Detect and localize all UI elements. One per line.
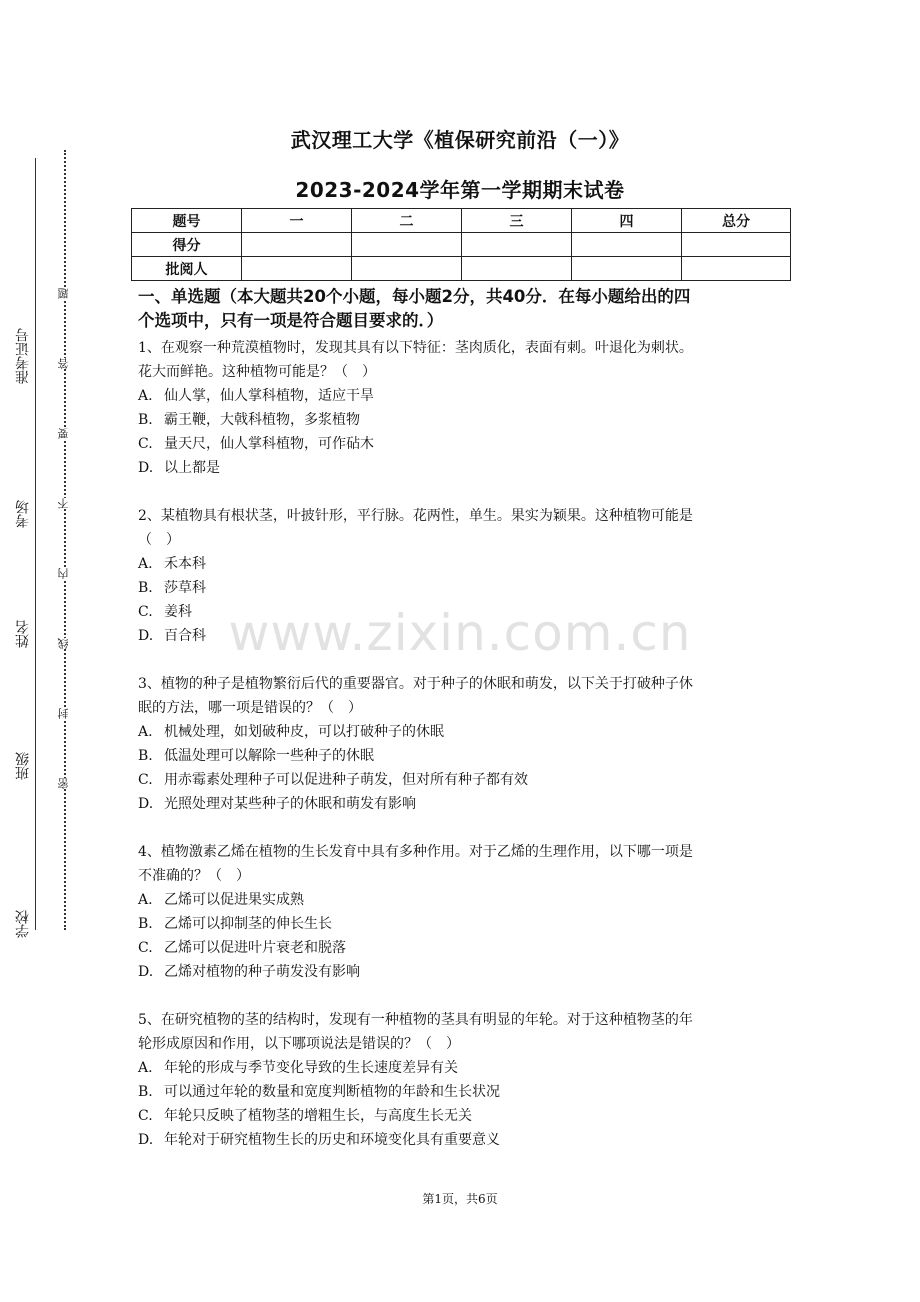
- score-cell: [682, 257, 791, 281]
- score-cell: 一: [242, 209, 352, 233]
- seal-char: 题: [57, 288, 73, 299]
- option-b[interactable]: [138, 1080, 783, 1104]
- question-text: 不准确的？（ ）: [138, 868, 250, 884]
- question-5: [138, 1008, 783, 1152]
- option-c[interactable]: [138, 600, 783, 624]
- score-cell: 二: [352, 209, 462, 233]
- score-cell: 三: [462, 209, 572, 233]
- option-text: 以上都是: [164, 460, 220, 476]
- option-letter: C.: [138, 1108, 153, 1124]
- score-cell: 题号: [132, 209, 242, 233]
- score-table-row: [132, 209, 791, 233]
- option-text: 年轮只反映了植物茎的增粗生长，与高度生长无关: [164, 1108, 472, 1124]
- binding-label-exam-number: 准考证号: [15, 328, 31, 384]
- score-cell: [352, 257, 462, 281]
- option-b[interactable]: [138, 744, 783, 768]
- option-text: 仙人掌，仙人掌科植物，适应干旱: [164, 388, 374, 404]
- binding-label-name: 姓名: [15, 620, 31, 648]
- option-text: 光照处理对某些种子的休眠和萌发有影响: [164, 796, 416, 812]
- section-heading-line: 个选项中，只有一项是符合题目要求的．）: [138, 311, 444, 330]
- watermark: www.zixin.com.cn: [228, 604, 692, 662]
- option-a[interactable]: [138, 552, 783, 576]
- option-letter: B.: [138, 1084, 153, 1100]
- option-text: 乙烯可以促进果实成熟: [164, 892, 304, 908]
- option-d[interactable]: [138, 1128, 783, 1152]
- question-text: 花大而鲜艳。这种植物可能是？（ ）: [138, 364, 376, 380]
- option-letter: C.: [138, 940, 153, 956]
- option-text: 乙烯对植物的种子萌发没有影响: [164, 964, 360, 980]
- score-cell: 四: [572, 209, 682, 233]
- section-heading: [138, 285, 783, 333]
- page-footer: 第1页，共6页: [422, 1192, 498, 1206]
- binding-label-school: 学校: [15, 910, 31, 938]
- option-letter: A.: [138, 724, 153, 740]
- option-d[interactable]: [138, 960, 783, 984]
- option-text: 姜科: [164, 604, 192, 620]
- option-letter: D.: [138, 628, 154, 644]
- option-b[interactable]: [138, 912, 783, 936]
- option-text: 莎草科: [164, 580, 206, 596]
- score-cell: 总分: [682, 209, 791, 233]
- seal-char: 密: [57, 778, 73, 789]
- option-text: 用赤霉素处理种子可以促进种子萌发，但对所有种子都有效: [164, 772, 528, 788]
- question-text: 3、植物的种子是植物繁衍后代的重要器官。对于种子的休眠和萌发，以下关于打破种子休: [138, 676, 693, 692]
- score-cell: [242, 233, 352, 257]
- option-d[interactable]: [138, 792, 783, 816]
- option-text: 禾本科: [164, 556, 206, 572]
- score-cell: [572, 233, 682, 257]
- option-letter: B.: [138, 412, 153, 428]
- score-cell: 批阅人: [132, 257, 242, 281]
- binding-solid-line: [35, 158, 36, 930]
- option-a[interactable]: [138, 384, 783, 408]
- option-c[interactable]: [138, 1104, 783, 1128]
- option-b[interactable]: [138, 408, 783, 432]
- seal-char: 不: [57, 498, 73, 509]
- option-letter: B.: [138, 916, 153, 932]
- option-text: 低温处理可以解除一些种子的休眠: [164, 748, 374, 764]
- exam-subtitle: 2023-2024学年第一学期期末试卷: [295, 178, 625, 202]
- option-a[interactable]: [138, 888, 783, 912]
- seal-char: 封: [57, 708, 73, 719]
- option-letter: D.: [138, 796, 154, 812]
- question-text: （ ）: [138, 532, 180, 548]
- option-text: 年轮对于研究植物生长的历史和环境变化具有重要意义: [164, 1132, 500, 1148]
- option-letter: D.: [138, 460, 154, 476]
- option-c[interactable]: [138, 936, 783, 960]
- option-text: 年轮的形成与季节变化导致的生长速度差异有关: [164, 1060, 458, 1076]
- option-a[interactable]: [138, 1056, 783, 1080]
- question-1: [138, 336, 783, 480]
- question-2: [138, 504, 783, 648]
- option-letter: D.: [138, 964, 154, 980]
- score-table-row: [132, 233, 791, 257]
- score-cell: [352, 233, 462, 257]
- option-b[interactable]: [138, 576, 783, 600]
- option-a[interactable]: [138, 720, 783, 744]
- seal-char: 内: [57, 568, 73, 579]
- binding-label-exam-room: 考场: [15, 500, 31, 528]
- option-c[interactable]: [138, 768, 783, 792]
- question-text: 眠的方法，哪一项是错误的？（ ）: [138, 700, 362, 716]
- question-4: [138, 840, 783, 984]
- score-cell: 得分: [132, 233, 242, 257]
- question-text: 1、在观察一种荒漠植物时，发现其具有以下特征：茎肉质化，表面有刺。叶退化为刺状。: [138, 340, 693, 356]
- section-heading-line: 一、单选题（本大题共20个小题，每小题2分，共40分．在每小题给出的四: [138, 287, 691, 306]
- score-cell: [462, 233, 572, 257]
- option-text: 可以通过年轮的数量和宽度判断植物的年龄和生长状况: [164, 1084, 500, 1100]
- binding-label-class: 班级: [15, 752, 31, 780]
- score-cell: [682, 233, 791, 257]
- option-letter: D.: [138, 1132, 154, 1148]
- exam-title: 武汉理工大学《植保研究前沿（一）》: [290, 128, 630, 152]
- binding-dotted-line: [64, 150, 66, 930]
- seal-char: 要: [57, 428, 73, 439]
- option-letter: A.: [138, 892, 153, 908]
- option-text: 量天尺，仙人掌科植物，可作砧木: [164, 436, 374, 452]
- exam-content: [138, 285, 783, 1176]
- score-table: [131, 208, 791, 281]
- option-d[interactable]: [138, 456, 783, 480]
- option-letter: A.: [138, 388, 153, 404]
- question-text: 轮形成原因和作用，以下哪项说法是错误的？（ ）: [138, 1036, 460, 1052]
- score-table-row: [132, 257, 791, 281]
- question-text: 4、植物激素乙烯在植物的生长发育中具有多种作用。对于乙烯的生理作用，以下哪一项是: [138, 844, 693, 860]
- option-text: 乙烯可以抑制茎的伸长生长: [164, 916, 332, 932]
- option-letter: B.: [138, 580, 153, 596]
- score-cell: [462, 257, 572, 281]
- seal-char: 线: [57, 638, 73, 649]
- question-text: 2、某植物具有根状茎，叶披针形，平行脉。花两性，单生。果实为颖果。这种植物可能是: [138, 508, 693, 524]
- option-letter: C.: [138, 436, 153, 452]
- option-letter: C.: [138, 604, 153, 620]
- option-text: 乙烯可以促进叶片衰老和脱落: [164, 940, 346, 956]
- question-text: 5、在研究植物的茎的结构时，发现有一种植物的茎具有明显的年轮。对于这种植物茎的年: [138, 1012, 693, 1028]
- option-text: 百合科: [164, 628, 206, 644]
- option-d[interactable]: [138, 624, 783, 648]
- option-letter: A.: [138, 556, 153, 572]
- option-c[interactable]: [138, 432, 783, 456]
- question-3: [138, 672, 783, 816]
- seal-char: 答: [57, 358, 73, 369]
- score-cell: [572, 257, 682, 281]
- option-text: 机械处理，如划破种皮，可以打破种子的休眠: [164, 724, 444, 740]
- option-letter: C.: [138, 772, 153, 788]
- option-letter: B.: [138, 748, 153, 764]
- score-cell: [242, 257, 352, 281]
- option-letter: A.: [138, 1060, 153, 1076]
- option-text: 霸王鞭，大戟科植物，多浆植物: [164, 412, 360, 428]
